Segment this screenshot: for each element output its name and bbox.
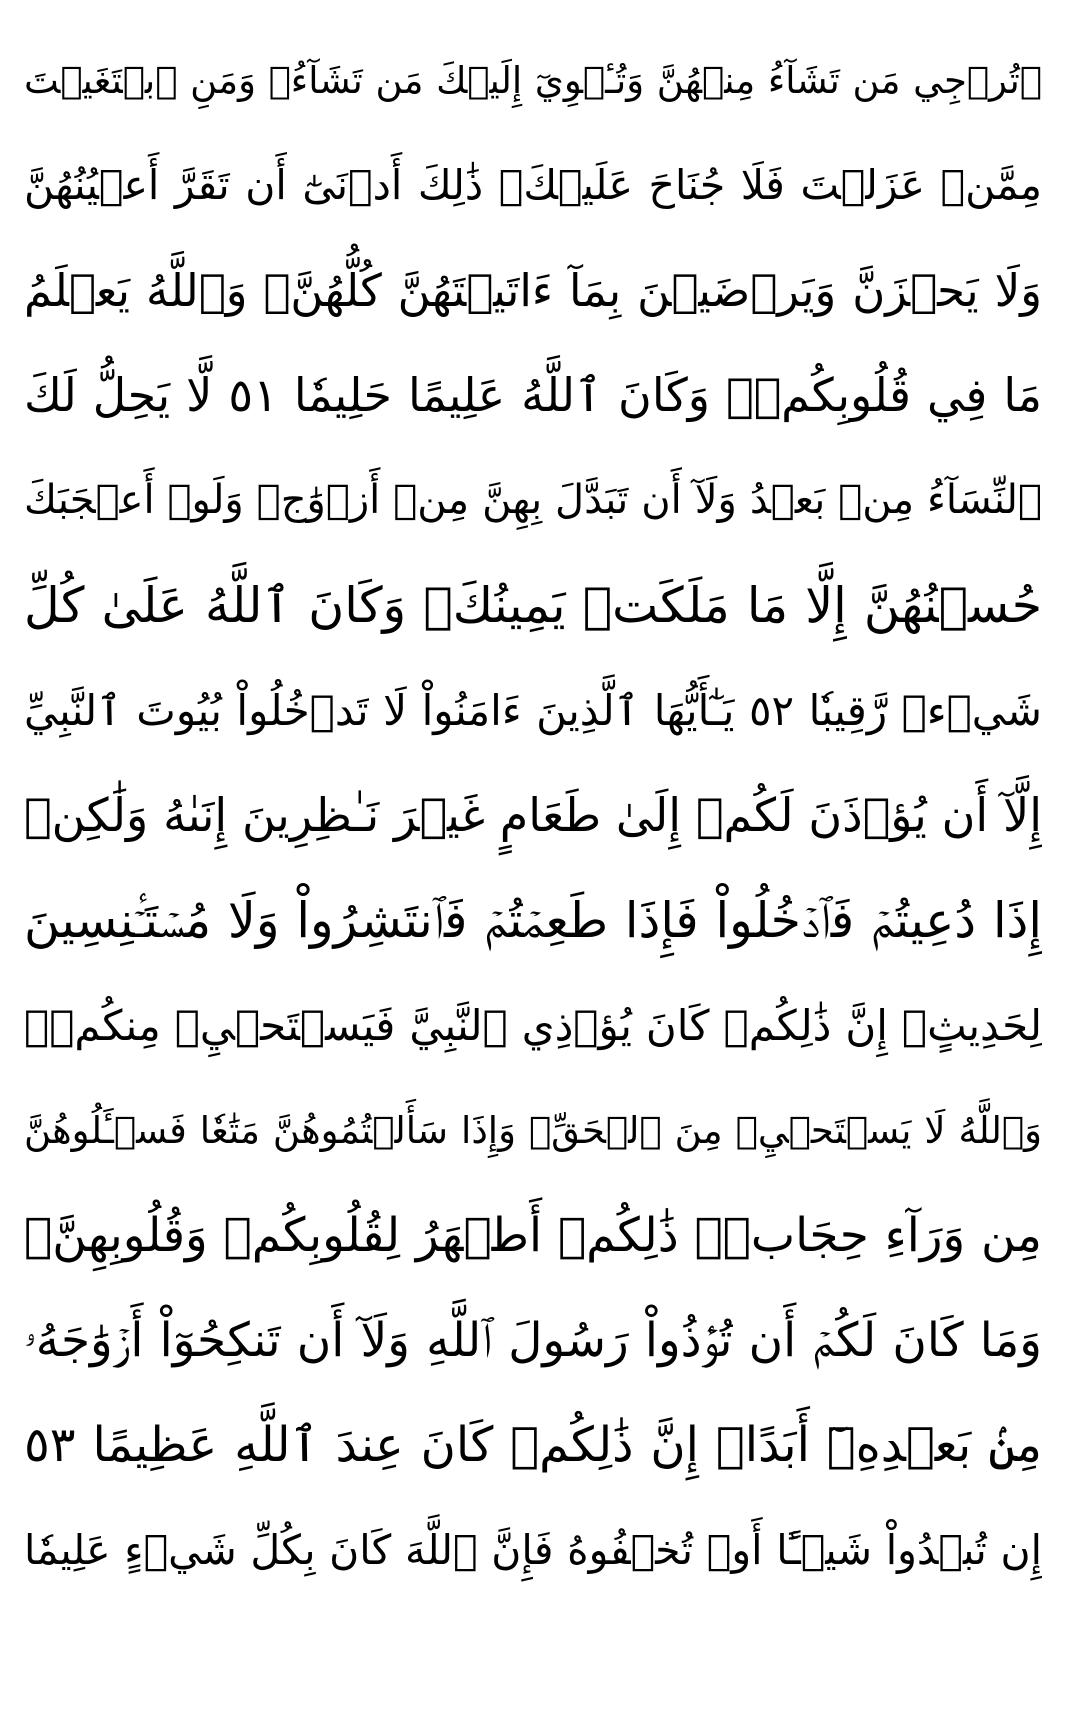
quran-line-5: ٱلنِّسَآءُ مِنۢ بَعۡدُ وَلَآ أَن تَبَدَّلَ بِهِنَّ مِنۡ أَزۡوَٰجٖ وَلَوۡ أَعۡجَبَكَ	[24, 477, 1042, 523]
quran-line-2: مِمَّنۡ عَزَلۡتَ فَلَا جُنَاحَ عَلَيۡكَۚ ذَٰلِكَ أَدۡنَىٰٓ أَن تَقَرَّ أَعۡيُنُهُنَّ	[24, 161, 1042, 209]
quran-line-14: مِنۢ بَعۡدِهِۦٓ أَبَدًاۚ إِنَّ ذَٰلِكُمۡ كَانَ عِندَ ٱللَّهِ عَظِيمًا ٥٣	[24, 1417, 1042, 1473]
quran-line-9: إِذَا دُعِيتُمۡ فَٱدۡخُلُواْ فَإِذَا طَعِمۡتُمۡ فَٱنتَشِرُواْ وَلَا مُسۡتَـٔۡنِسِينَ	[24, 892, 1042, 949]
quran-line-6: حُسۡنُهُنَّ إِلَّا مَا مَلَكَتۡ يَمِينُكَۗ وَكَانَ ٱللَّهُ عَلَىٰ كُلِّ	[24, 577, 1042, 634]
quran-line-15: إِن تُبۡدُواْ شَيۡـًٔا أَوۡ تُخۡفُوهُ فَإِنَّ ٱللَّهَ كَانَ بِكُلِّ شَيۡءٍ عَلِيمٗا	[24, 1526, 1042, 1574]
quran-line-8: إِلَّآ أَن يُؤۡذَنَ لَكُمۡ إِلَىٰ طَعَامٍ غَيۡرَ نَـٰظِرِينَ إِنَىٰهُ وَلَٰكِنۡ	[24, 788, 1042, 842]
quran-line-3: وَلَا يَحۡزَنَّ وَيَرۡضَيۡنَ بِمَآ ءَاتَيۡتَهُنَّ كُلُّهُنَّۚ وَٱللَّهُ يَعۡلَمُ	[24, 264, 1042, 317]
quran-line-1: ۞تُرۡجِي مَن تَشَآءُ مِنۡهُنَّ وَتُـٔۡوِيٓ إِلَيۡكَ مَن تَشَآءُۖ وَمَنِ ٱبۡتَغَيۡتَ	[24, 59, 1042, 102]
quran-line-11: وَٱللَّهُ لَا يَسۡتَحۡيِۦ مِنَ ٱلۡحَقِّۚ وَإِذَا سَأَلۡتُمُوهُنَّ مَتَٰعٗا فَسۡـَٔلُوهُنَّ	[24, 1109, 1042, 1152]
quran-line-12: مِن وَرَآءِ حِجَابٖۚ ذَٰلِكُمۡ أَطۡهَرُ لِقُلُوبِكُمۡ وَقُلُوبِهِنَّۚ	[24, 1208, 1042, 1263]
quran-line-13: وَمَا كَانَ لَكُمۡ أَن تُؤۡذُواْ رَسُولَ ٱللَّهِ وَلَآ أَن تَنكِحُوٓاْ أَزۡوَٰجَهُۥ	[24, 1313, 1042, 1368]
quran-text-block	[24, 28, 1042, 1603]
quran-line-7: شَيۡءٖ رَّقِيبٗا ٥٢ يَـٰٓأَيُّهَا ٱلَّذِينَ ءَامَنُواْ لَا تَدۡخُلُواْ بُيُوتَ ٱلنَّبِيِّ	[24, 686, 1042, 735]
quran-line-4: مَا فِي قُلُوبِكُمۡۚ وَكَانَ ٱللَّهُ عَلِيمًا حَلِيمٗا ٥١ لَّا يَحِلُّ لَكَ	[24, 368, 1042, 422]
quran-line-10: لِحَدِيثٍۚ إِنَّ ذَٰلِكُمۡ كَانَ يُؤۡذِي ٱلنَّبِيَّ فَيَسۡتَحۡيِۦ مِنكُمۡۖ	[24, 1001, 1042, 1050]
